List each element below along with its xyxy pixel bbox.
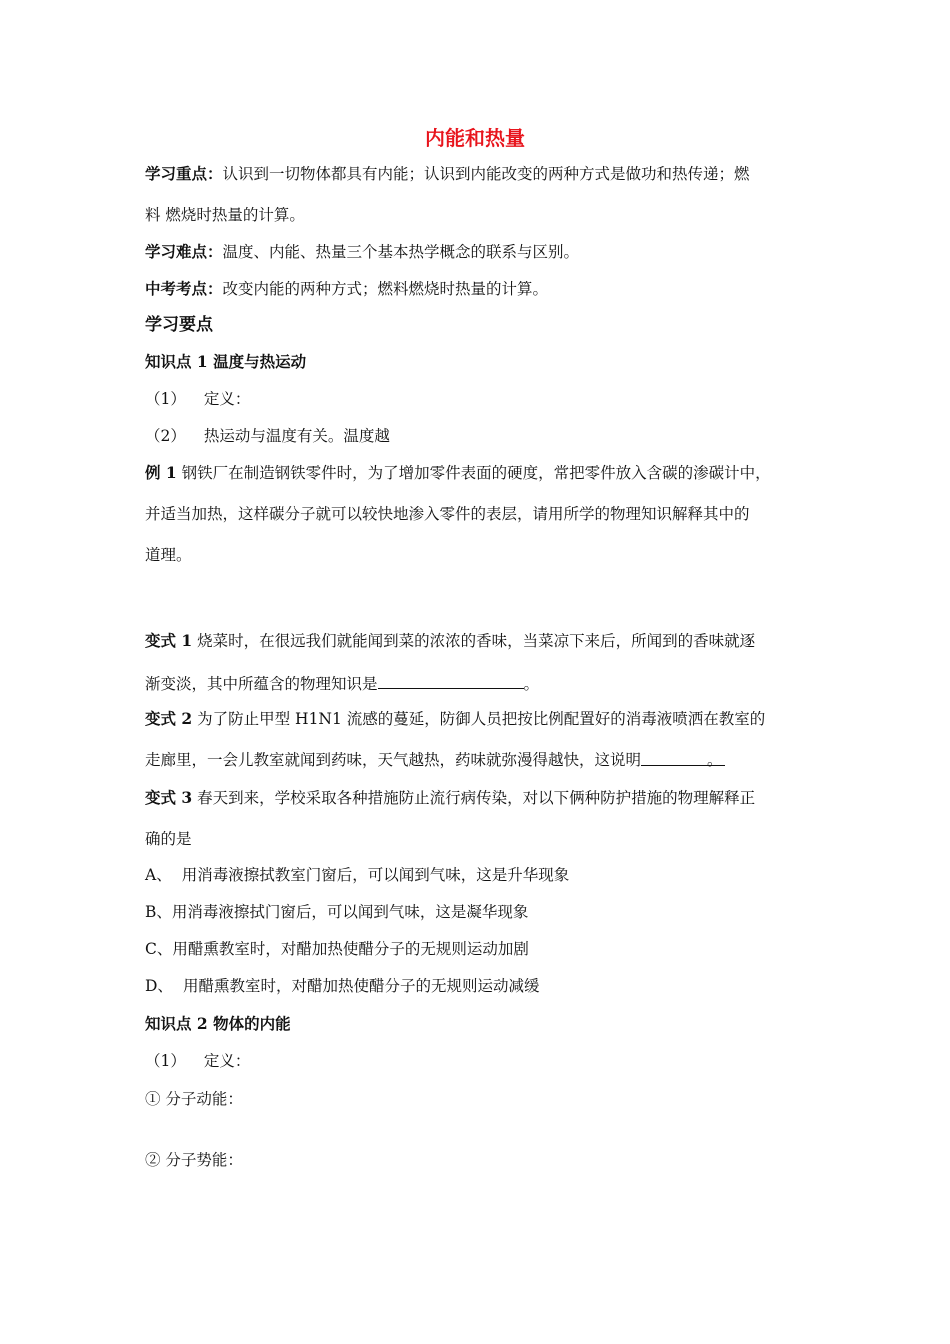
- kp2-item1-num: （1）: [145, 1052, 186, 1070]
- kp1-item1-num: （1）: [145, 390, 186, 408]
- variant1-line2: [145, 673, 539, 694]
- option-d: [145, 976, 539, 996]
- example1-line1: [145, 463, 771, 483]
- variant2-answer-blank[interactable]: [641, 750, 725, 769]
- option-c-text: 用醋熏教室时，对醋加热使醋分子的无规则运动加剧: [172, 940, 529, 958]
- kp1-item2: [145, 426, 390, 446]
- variant1-text1: 烧菜时，在很远我们就能闻到菜的浓浓的香味，当菜凉下来后，所闻到的香味就逐: [197, 632, 756, 650]
- kp2-heading: 知识点 2 物体的内能: [145, 1014, 291, 1033]
- variant2-text1: 为了防止甲型 H1N1 流感的蔓延，防御人员把按比例配置好的消毒液喷洒在教室的: [197, 710, 766, 728]
- example1-label: 例 1: [145, 463, 177, 482]
- variant1-answer-blank[interactable]: [378, 673, 524, 689]
- kp1-heading: 知识点 1 温度与热运动: [145, 352, 307, 371]
- variant3-text1: 春天到来，学校采取各种措施防止流行病传染，对以下俩种防护措施的物理解释正: [197, 789, 756, 807]
- section-heading: 学习要点: [145, 315, 213, 335]
- kp2-sub2: ② 分子势能：: [145, 1151, 243, 1169]
- example1-text1: 钢铁厂在制造钢铁零件时，为了增加零件表面的硬度，常把零件放入含碳的渗碳计中，: [181, 464, 771, 482]
- variant2-suffix: 。: [707, 751, 723, 769]
- kp1-item1-text: 定义：: [203, 390, 251, 408]
- document-title: 内能和热量: [425, 126, 525, 150]
- key-points-label: 学习重点：: [145, 164, 223, 183]
- option-c: [145, 939, 529, 959]
- difficulties-line: [145, 242, 579, 262]
- kp1-item1: [145, 389, 250, 409]
- option-d-text: 用醋熏教室时，对醋加热使醋分子的无规则运动减缓: [182, 977, 540, 995]
- option-b-letter: B、: [145, 903, 172, 921]
- variant2-line2: [145, 750, 725, 770]
- variant3-label: 变式 3: [145, 788, 193, 807]
- variant3-line1: [145, 788, 755, 808]
- key-points-line2: 料 燃烧时热量的计算。: [145, 206, 305, 224]
- kp1-item2-text: 热运动与温度有关。温度越: [203, 427, 390, 445]
- variant1-suffix: 。: [523, 675, 540, 693]
- variant2-text2: 走廊里，一会儿教室就闻到药味，天气越热，药味就弥漫得越快，这说明: [145, 751, 642, 769]
- key-points-line1: [145, 164, 750, 184]
- key-points-text1: 认识到一切物体都具有内能；认识到内能改变的两种方式是做功和热传递；燃: [222, 165, 750, 183]
- kp1-item2-num: （2）: [145, 427, 186, 445]
- difficulties-label: 学习难点：: [145, 242, 223, 261]
- exam-points-text: 改变内能的两种方式；燃料燃烧时热量的计算。: [222, 280, 549, 298]
- kp2-item1-text: 定义：: [203, 1052, 251, 1070]
- option-c-letter: C、: [145, 940, 173, 958]
- difficulties-text: 温度、内能、热量三个基本热学概念的联系与区别。: [222, 243, 580, 261]
- variant1-text2: 渐变淡，其中所蕴含的物理知识是: [145, 675, 378, 693]
- example1-line3: 道理。: [145, 546, 192, 564]
- variant1-label: 变式 1: [145, 631, 193, 650]
- option-a: [145, 865, 569, 885]
- variant3-line2: 确的是: [145, 830, 192, 848]
- option-a-letter: A、: [145, 866, 172, 884]
- kp2-item1: [145, 1051, 250, 1071]
- option-d-letter: D、: [145, 977, 173, 995]
- variant2-line1: [145, 709, 765, 729]
- variant1-line1: [145, 631, 755, 651]
- option-b-text: 用消毒液擦拭门窗后，可以闻到气味，这是凝华现象: [171, 903, 529, 921]
- option-b: [145, 902, 528, 922]
- exam-points-line: [145, 279, 548, 299]
- kp2-sub1: ① 分子动能：: [145, 1090, 243, 1108]
- example1-line2: 并适当加热，这样碳分子就可以较快地渗入零件的表层，请用所学的物理知识解释其中的: [145, 505, 750, 523]
- option-a-text: 用消毒液擦拭教室门窗后，可以闻到气味，这是升华现象: [181, 866, 570, 884]
- variant2-label: 变式 2: [145, 709, 193, 728]
- exam-points-label: 中考考点：: [145, 279, 223, 298]
